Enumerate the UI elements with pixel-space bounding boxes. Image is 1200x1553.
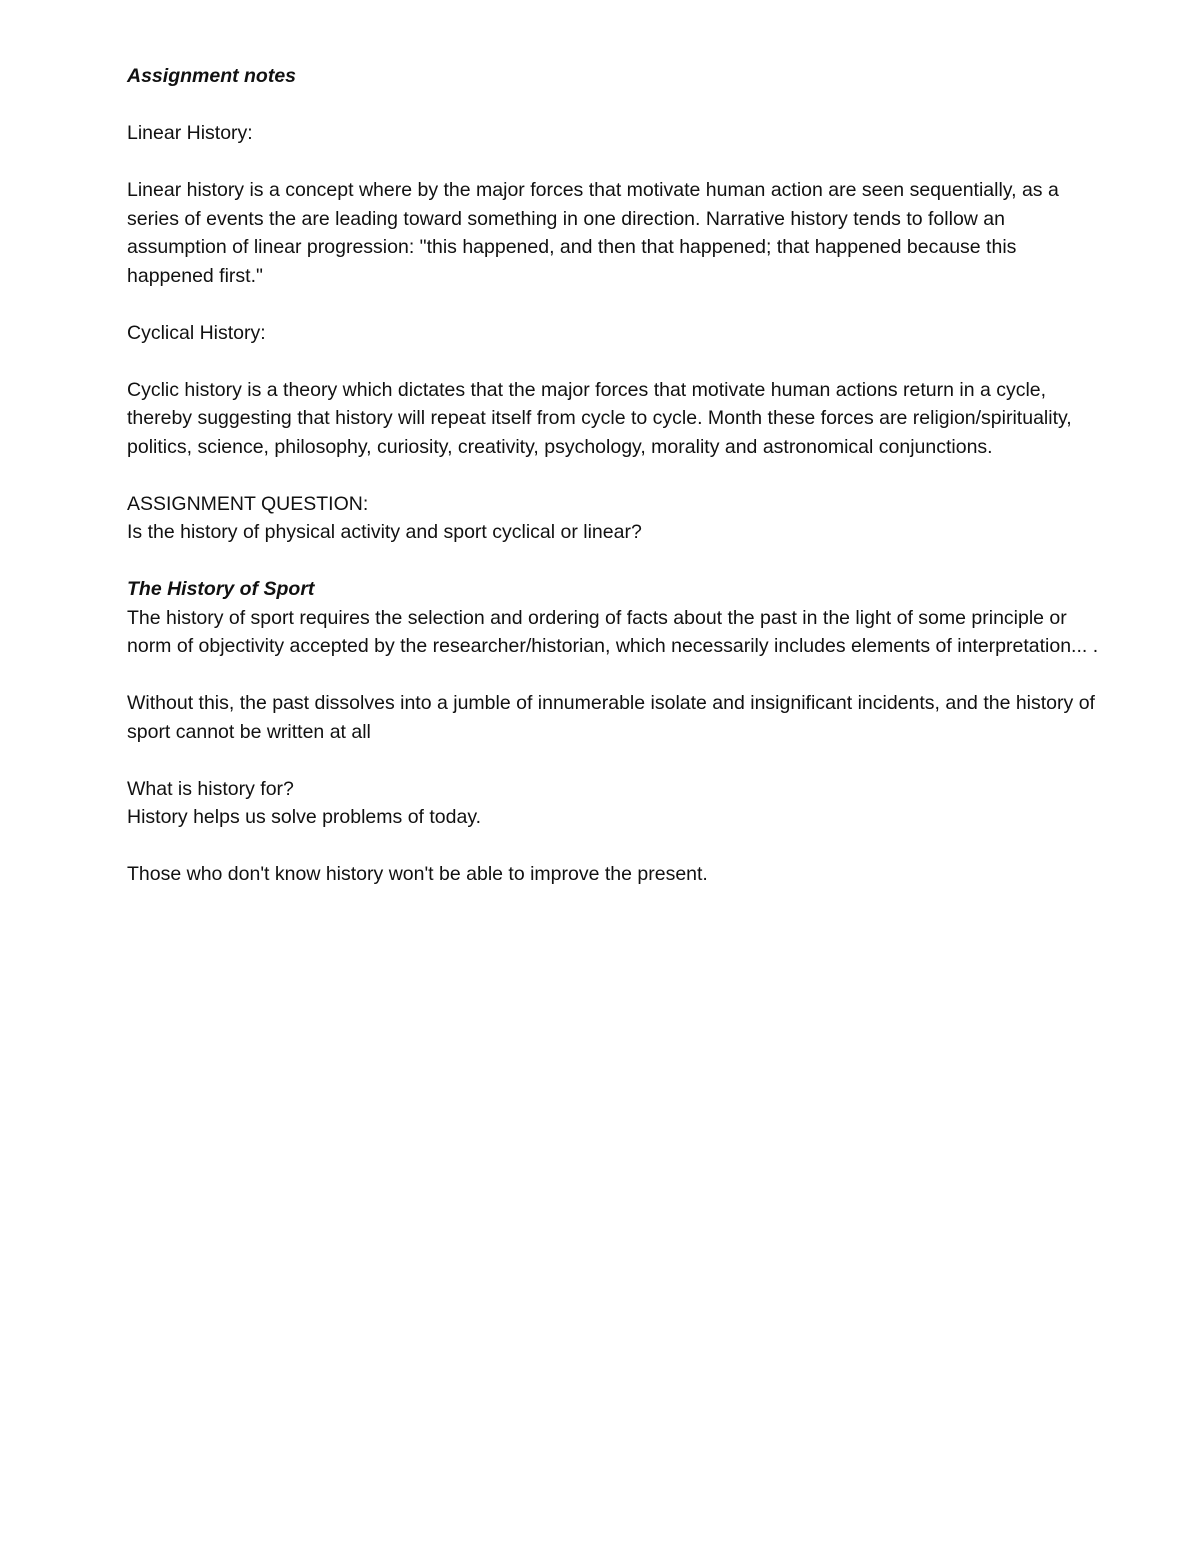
history-of-sport-heading: The History of Sport <box>127 578 315 600</box>
linear-history-paragraph: Linear history is a concept where by the major forces that motivate human action are seen sequentially, as a series of events the are leading toward something in one direction. Narrative history tends to follow an assumption of linear progression: "this happened, and then that happened; that happened because this happened first." <box>127 179 1059 287</box>
history-of-sport-paragraph-1: The history of sport requires the selection and ordering of facts about the past in the light of some principle or norm of objectivity accepted by the researcher/historian, which necessarily includes elements of interpretation... . <box>127 606 1099 657</box>
cyclical-history-paragraph: Cyclic history is a theory which dictates that the major forces that motivate human actions return in a cycle, thereby suggesting that history will repeat itself from cycle to cycle. Month these forces are religion/spirituality, politics, science, philosophy, curiosity, creativity, psychology, morality and astronomical conjunctions. <box>127 378 1072 458</box>
assignment-question-text: Is the history of physical activity and sport cyclical or linear? <box>127 521 642 543</box>
spacer <box>127 661 1107 690</box>
spacer <box>127 832 1107 861</box>
spacer <box>127 461 1107 490</box>
closing-line: Those who don't know history won't be able to improve the present. <box>127 863 708 885</box>
spacer <box>127 347 1107 376</box>
cyclical-history-heading: Cyclical History: <box>127 321 266 344</box>
document-title: Assignment notes <box>127 65 297 87</box>
linear-history-heading: Linear History: <box>127 122 253 144</box>
purpose-answer: History helps us solve problems of today. <box>127 806 482 828</box>
spacer <box>127 290 1107 319</box>
document-page <box>127 62 1107 889</box>
spacer <box>127 148 1107 177</box>
assignment-question-label: ASSIGNMENT QUESTION: <box>127 492 369 515</box>
spacer <box>127 91 1107 120</box>
purpose-question: What is history for? <box>127 777 294 800</box>
history-of-sport-paragraph-2: Without this, the past dissolves into a jumble of innumerable isolate and insignificant incidents, and the history of sport cannot be written at all <box>127 692 1095 743</box>
spacer <box>127 547 1107 576</box>
spacer <box>127 746 1107 775</box>
